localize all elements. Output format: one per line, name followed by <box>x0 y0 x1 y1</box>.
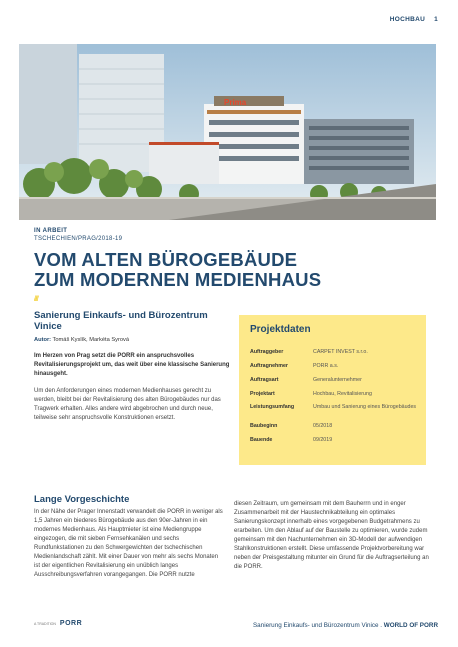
row-key: Bauende <box>250 437 273 443</box>
authors-label: Autor: <box>34 337 52 343</box>
row-key: Leistungsumfang <box>250 404 295 410</box>
hero-image <box>19 44 436 220</box>
footer-brand: WORLD OF PORR <box>383 622 438 629</box>
row-value: PORR a.s. <box>313 363 339 369</box>
intro-paragraph: Um den Anforderungen eines modernen Medienhauses gerecht zu werden, bleibt bei der Revitalisierung des alten Bürogebäudes nur das Tragwerk erhalten. Alles andere wird abgebrochen und durch neue, teilweise sehr anspruchsvolle Konstruktionen ersetzt. <box>34 388 221 421</box>
article-title: VOM ALTEN BÜROGEBÄUDE ZUM MODERNEN MEDIENHAUS <box>34 249 322 290</box>
row-value: Generalunternehmer <box>313 377 362 383</box>
title-deco: //// <box>34 296 38 303</box>
row-value: 05/2018 <box>313 423 333 429</box>
page-header <box>381 16 438 23</box>
row-value: 09/2019 <box>313 437 333 443</box>
row-value: CARPET INVEST s.r.o. <box>313 349 368 355</box>
row-key: Auftragsart <box>250 377 279 383</box>
body-column-right: diesen Zeitraum, um gemeinsam mit dem Bauherrn und in enger Zusammenarbeit mit der Haustechnikabteilung ein optimales Sanierungskonzept innerhalb eines vorgegebenen Budgetrahmens zu erarbeiten. Um den Ablauf auf der Baustelle zu optimieren, wurde zudem gemeinsam mit den Nachunternehmen ein 3D-Modell der aufwendigen Stahlkonstruktionen erstellt. Diese umfassende Projektvorbereitung war neben der Preisgestaltung mitunter ein Grund für die Auftragserteilung an die PORR. <box>234 501 429 570</box>
body-column-left: In der Nähe der Prager Innenstadt verwandelt die PORR in weniger als 1,5 Jahren ein biederes Bürogebäude aus den 90er-Jahren in ein modernes Medienhaus. Als Hauptmieter ist eine Mediengruppe eingezogen, die mit sieben Fernsehkanälen und sechs Rundfunkstationen zu den Schwergewichten der tschechischen Medienlandschaft zählt. Mit einer Dauer von mehr als sechs Monaten ist der eigentlichen Revitalisierung ein unüblich langes Ausschreibungsverfahren vorangegangen. Die PORR nutzte <box>34 509 223 578</box>
row-key: Projektart <box>250 391 275 397</box>
authors-names: Tomáš Kyslík, Markéta Syrová <box>52 337 130 343</box>
row-key: Baubeginn <box>250 423 278 429</box>
article-subtitle: Sanierung Einkaufs- und Bürozentrum Vinice <box>34 310 208 332</box>
building-rendering <box>19 44 436 220</box>
logo-tagline: A TRADITION <box>34 622 56 626</box>
section-label: HOCHBAU <box>389 16 426 23</box>
projektdaten-title: Projektdaten <box>250 324 311 335</box>
row-value: Umbau und Sanierung eines Bürogebäudes <box>313 404 417 410</box>
article-category: IN ARBEIT <box>34 228 68 234</box>
page-number: 1 <box>434 16 438 23</box>
footer-text: Sanierung Einkaufs- und Bürozentrum Vinice <box>252 622 379 629</box>
row-key: Auftraggeber <box>250 349 284 355</box>
row-key: Auftragnehmer <box>250 363 288 369</box>
prima-sign: Prima <box>224 98 247 107</box>
authors-line <box>34 337 129 343</box>
row-value: Hochbau, Revitalisierung <box>313 391 372 397</box>
article-location: TSCHECHIEN/PRAG/2018-19 <box>34 236 123 242</box>
footer-separator: . <box>378 622 384 629</box>
lead-paragraph: Im Herzen von Prag setzt die PORR ein anspruchsvolles Revitalisierungsprojekt um, das weit über eine klassische Sanierung hinausgeht. <box>34 353 230 377</box>
page-footer <box>253 622 438 629</box>
section-heading: Lange Vorgeschichte <box>34 494 130 505</box>
logo-text: PORR <box>59 620 83 627</box>
projektdaten-box <box>239 315 426 465</box>
porr-logo <box>34 620 82 627</box>
